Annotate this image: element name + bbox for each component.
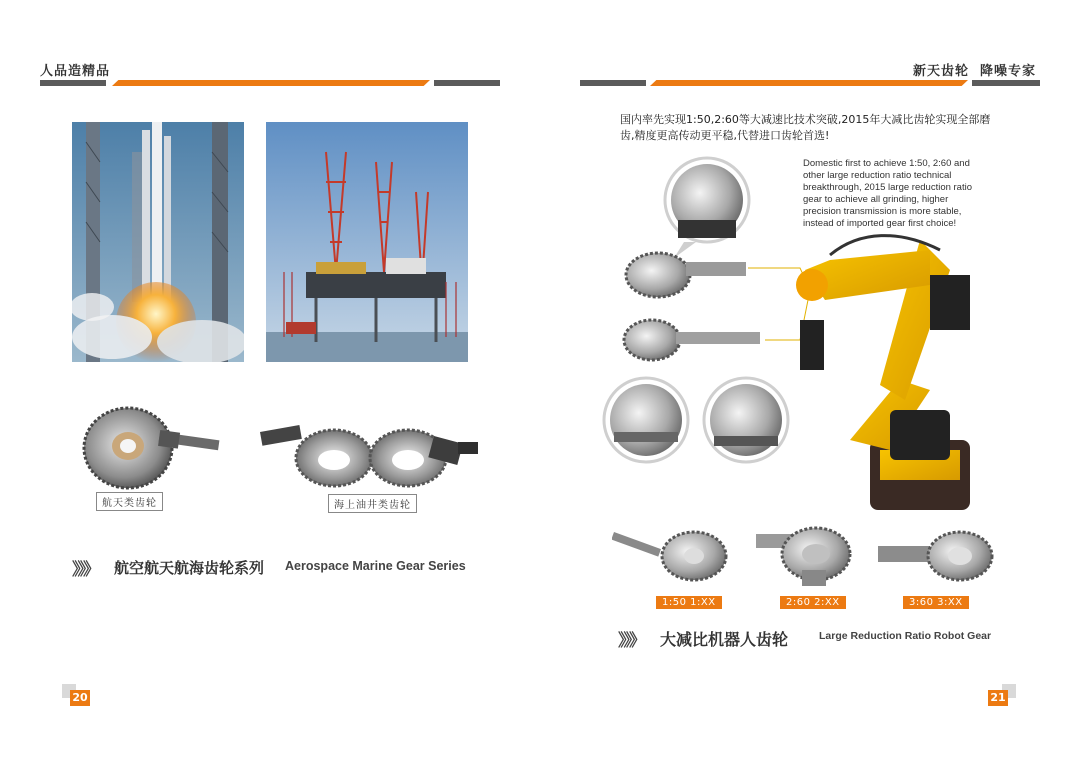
left-series-title-cn: 航空航天航海齿轮系列: [114, 559, 265, 577]
ratio-label-2: 2:60 2:XX: [780, 596, 846, 609]
aerospace-gear-caption: 航天类齿轮: [96, 492, 163, 511]
intro-text-en-line: Domestic first to achieve 1:50, 2:60 and: [803, 158, 970, 169]
right-header-bar-gray-b: [972, 80, 1040, 86]
ratio-label-1: 1:50 1:XX: [656, 596, 722, 609]
ratio-gear-1-image: [612, 528, 732, 590]
right-series-title-en: Large Reduction Ratio Robot Gear: [819, 630, 992, 642]
ratio-gear-2-image: [752, 526, 862, 590]
intro-text-en-line: precision transmission is more stable,: [803, 206, 962, 217]
left-series-chevrons: 》》》: [72, 560, 97, 580]
right-series-chevrons: 》》》: [618, 631, 643, 651]
right-header-bar-orange: [650, 80, 968, 86]
left-header-title: 人品造精品: [40, 64, 111, 79]
rocket-launch-photo: [72, 122, 244, 362]
left-header-bar-gray-b: [434, 80, 500, 86]
intro-text-en-line: gear to achieve all grinding, higher: [803, 194, 949, 205]
offshore-gears-image: [258, 420, 482, 490]
intro-text-en-line: breakthrough, 2015 large reduction ratio: [803, 182, 973, 193]
aerospace-gear-image: [80, 402, 230, 492]
left-header-bar-orange: [112, 80, 430, 86]
offshore-rig-photo: [266, 122, 468, 362]
ratio-label-3: 3:60 3:XX: [903, 596, 969, 609]
intro-text-en-line: instead of imported gear first choice!: [803, 218, 957, 229]
ratio-gear-3-image: [876, 530, 996, 590]
intro-text-cn: [620, 112, 1020, 144]
left-series-title-en: Aerospace Marine Gear Series: [285, 559, 466, 573]
intro-text-cn-line2: 齿,精度更高传动更平稳,代替进口齿轮首选!: [620, 129, 830, 142]
right-header-title: 新天齿轮 降噪专家: [913, 64, 1037, 79]
left-header-bar-gray-a: [40, 80, 106, 86]
intro-text-en-line: other large reduction ratio technical: [803, 170, 952, 181]
intro-text-cn-line1: 国内率先实现1:50,2:60等大减速比技术突破,2015年大减比齿轮实现全部磨: [620, 113, 991, 126]
right-header-bar-gray-a: [580, 80, 646, 86]
offshore-gear-caption: 海上油井类齿轮: [328, 494, 417, 513]
right-page-number: 21: [988, 690, 1008, 706]
left-page-number: 20: [70, 690, 90, 706]
right-series-title-cn: 大减比机器人齿轮: [660, 630, 789, 649]
robot-gear-illustration: [600, 150, 1020, 530]
